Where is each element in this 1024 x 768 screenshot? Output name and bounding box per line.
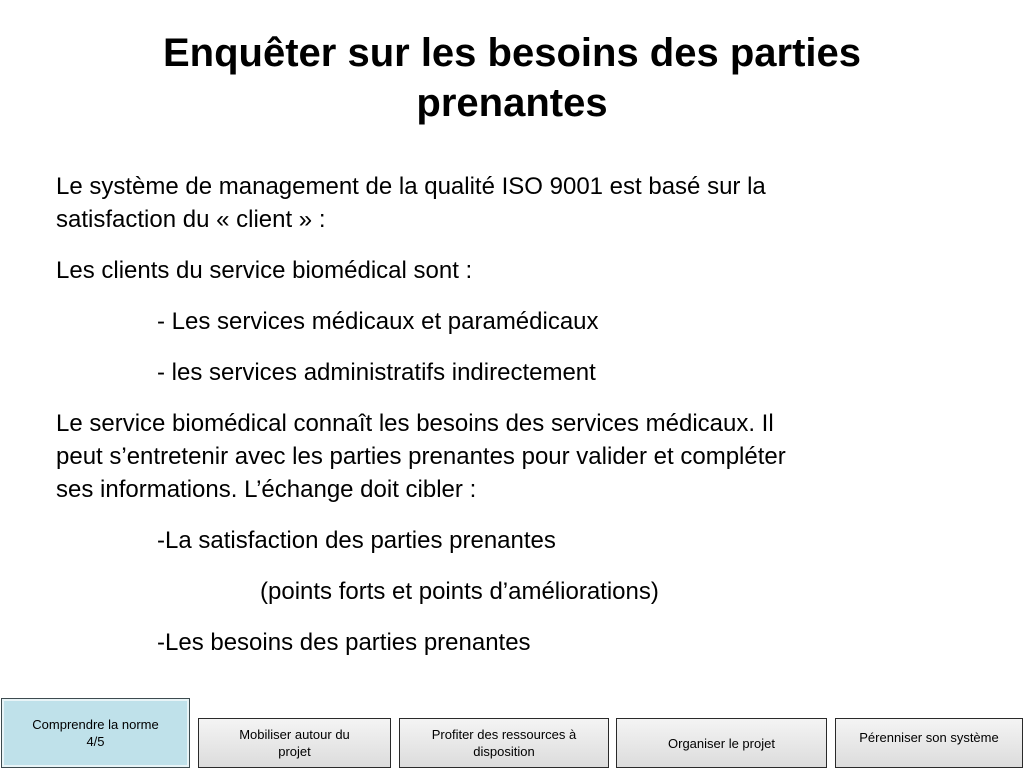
nav-button-organiser-label: Organiser le projet [668, 735, 775, 751]
nav-button-perenniser-label: Pérenniser son système [859, 730, 999, 745]
title-line-2: prenantes [416, 81, 608, 125]
paragraph-iso-line-2: satisfaction du « client » : [56, 206, 326, 233]
paragraph-exchange-line-1: Le service biomédical connaît les besoins des services médicaux. Il [56, 410, 774, 437]
nav-button-perenniser[interactable] [835, 718, 1023, 768]
paragraph-exchange-line-3: ses informations. L’échange doit cibler : [56, 476, 477, 503]
list-item-admin: - les services administratifs indirectement [157, 359, 596, 386]
paragraph-exchange-line-2: peut s’entretenir avec les parties prenantes pour valider et compléter [56, 443, 786, 470]
nav-button-profiter[interactable] [399, 718, 609, 768]
list-item-satisfaction: -La satisfaction des parties prenantes [157, 527, 556, 554]
list-item-needs: -Les besoins des parties prenantes [157, 629, 531, 656]
list-item-medical: - Les services médicaux et paramédicaux [157, 308, 599, 335]
nav-button-mobiliser-label [239, 726, 350, 760]
slide-title [60, 28, 964, 128]
paragraph-exchange [56, 407, 956, 506]
nav-button-profiter-line-2: disposition [473, 744, 535, 759]
nav-button-profiter-line-1: Profiter des ressources à [431, 727, 577, 742]
paragraph-clients: Les clients du service biomédical sont : [56, 257, 473, 284]
paragraph-iso [56, 170, 956, 236]
paragraph-iso-line-1: Le système de management de la qualité ISO 9001 est basé sur la [56, 173, 766, 200]
nav-button-comprendre-line-2: 4/5 [86, 734, 105, 749]
list-item-satisfaction-detail: (points forts et points d’améliorations) [260, 578, 659, 605]
nav-button-comprendre-label [32, 716, 158, 750]
nav-button-comprendre-line-1: Comprendre la norme [32, 717, 159, 732]
nav-button-comprendre-la-norme[interactable] [1, 698, 190, 768]
nav-button-mobiliser-line-2: projet [278, 744, 311, 759]
nav-button-organiser[interactable] [616, 718, 827, 768]
title-line-1: Enquêter sur les besoins des parties [162, 31, 862, 75]
nav-button-mobiliser-line-1: Mobiliser autour du [239, 727, 350, 742]
nav-button-profiter-label [432, 726, 577, 760]
nav-button-mobiliser[interactable] [198, 718, 391, 768]
slide-body [56, 170, 956, 659]
